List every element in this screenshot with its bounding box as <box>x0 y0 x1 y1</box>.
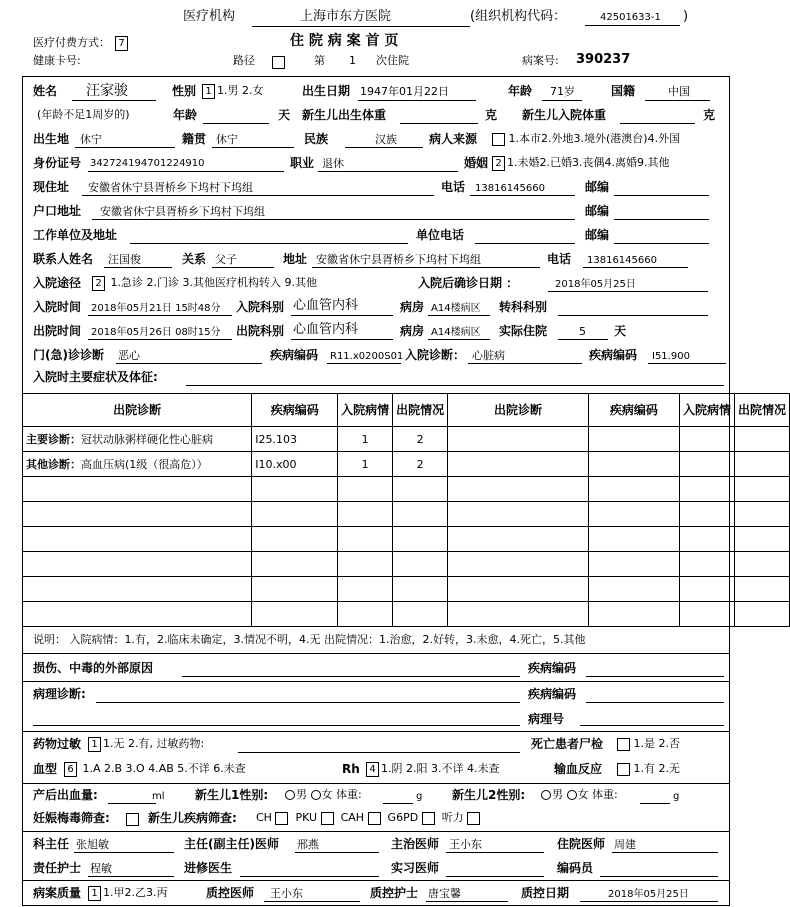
route-checkbox <box>272 56 285 69</box>
allergy-box: 1 <box>88 737 101 752</box>
current-address: 安徽省休宁县胥桥乡下坞村下坞组 <box>88 181 253 194</box>
occupation: 退休 <box>322 157 344 170</box>
age: 71岁 <box>550 85 575 98</box>
hukou-address: 安徽省休宁县胥桥乡下坞村下坞组 <box>100 205 265 218</box>
contact-phone: 13816145660 <box>587 255 657 266</box>
diagnosis-note: 说明： 入院病情：1.有，2.临床未确定，3.情况不明，4.无 出院情况：1.治愈，2.好转，3.未愈，4.死亡，5.其他 <box>33 633 586 646</box>
admission-ward: A14楼病区 <box>431 303 481 314</box>
confirm-date: 2018年05月25日 <box>555 279 636 290</box>
admission-dept: 心血管内科 <box>293 298 359 313</box>
record-no-label: 病案号: <box>522 54 559 67</box>
syphilis-checkbox <box>126 813 139 826</box>
pay-method-box: 7 <box>115 36 128 51</box>
diagnosis-table: 出院诊断 疾病编码 入院病情 出院情况 出院诊断 疾病编码 入院病情 出院情况 主要诊断：冠状动脉粥样硬化性心脏病 I25.103 1 2 其他诊断：高血压病(1级（很高危）） I10.x00 1 2 <box>22 393 790 627</box>
hearing-checkbox <box>467 812 480 825</box>
ch-checkbox <box>275 812 288 825</box>
nb1-male-radio <box>285 790 295 800</box>
attending-physician: 王小东 <box>449 838 482 851</box>
nb2-male-radio <box>541 790 551 800</box>
quality-box: 1 <box>88 886 101 901</box>
outpatient-diagnosis: 恶心 <box>118 349 140 362</box>
nationality: 中国 <box>668 85 690 98</box>
table-row: 主要诊断：冠状动脉粥样硬化性心脏病 I25.103 1 2 <box>23 427 790 452</box>
phone: 13816145660 <box>475 183 545 194</box>
nb1-female-radio <box>311 790 321 800</box>
discharge-time: 2018年05月26日 08时15分 <box>91 327 221 338</box>
birthplace: 休宁 <box>80 133 102 146</box>
responsible-nurse: 程敏 <box>90 862 112 875</box>
qc-nurse: 唐宝馨 <box>428 887 461 900</box>
ethnicity: 汉族 <box>375 133 397 146</box>
org-label: 医疗机构 <box>183 9 236 24</box>
sex-box: 1 <box>202 84 215 99</box>
contact-relation: 父子 <box>215 253 237 266</box>
chief-physician: 邢燕 <box>297 838 319 851</box>
qc-doctor: 王小东 <box>270 887 303 900</box>
birth-date: 1947年01月22日 <box>360 85 449 98</box>
native-place: 休宁 <box>216 133 238 146</box>
rh-box: 4 <box>366 762 379 777</box>
admission-diagnosis: 心脏病 <box>472 349 505 362</box>
discharge-dept: 心血管内科 <box>293 322 359 337</box>
contact-name: 汪国俊 <box>108 253 141 266</box>
other-diagnosis: 高血压病(1级（很高危）） <box>81 458 208 471</box>
discharge-ward: A14楼病区 <box>431 327 481 338</box>
route-box: 2 <box>92 276 105 291</box>
org-name: 上海市东方医院 <box>300 9 392 24</box>
admission-times: 1 <box>349 54 356 67</box>
contact-address: 安徽省休宁县胥桥乡下坞村下坞组 <box>316 253 481 266</box>
qc-date: 2018年05月25日 <box>608 889 689 900</box>
nb2-female-radio <box>567 790 577 800</box>
pay-method-label: 医疗付费方式： <box>33 36 110 49</box>
record-no: 390237 <box>576 52 631 67</box>
health-card-label: 健康卡号: <box>33 54 81 67</box>
source-checkbox <box>492 133 505 146</box>
autopsy-checkbox <box>617 738 630 751</box>
admission-code: I51.900 <box>652 351 690 362</box>
resident-physician: 周建 <box>614 838 636 851</box>
g6pd-checkbox <box>422 812 435 825</box>
director-name: 张旭敏 <box>76 838 109 851</box>
org-code-label: (组织机构代码： <box>470 9 567 24</box>
blood-type-box: 6 <box>64 762 77 777</box>
cah-checkbox <box>368 812 381 825</box>
main-diagnosis: 冠状动脉粥样硬化性心脏病 <box>81 433 213 446</box>
other-diagnosis-code: I10.x00 <box>252 452 338 477</box>
main-diagnosis-code: I25.103 <box>252 427 338 452</box>
stay-days: 5 <box>579 325 586 338</box>
patient-name: 汪家骏 <box>86 83 128 99</box>
table-row: 其他诊断：高血压病(1级（很高危）） I10.x00 1 2 <box>23 452 790 477</box>
org-code: 42501633-1 <box>600 12 661 23</box>
marriage-box: 2 <box>492 156 505 171</box>
pku-checkbox <box>321 812 334 825</box>
outpatient-code: R11.x0200S01 <box>330 351 404 362</box>
admission-time: 2018年05月21日 15时48分 <box>91 303 221 314</box>
page-title: 住 院 病 案 首 页 <box>290 33 399 49</box>
id-number: 342724194701224910 <box>90 158 205 169</box>
transfusion-checkbox <box>617 763 630 776</box>
